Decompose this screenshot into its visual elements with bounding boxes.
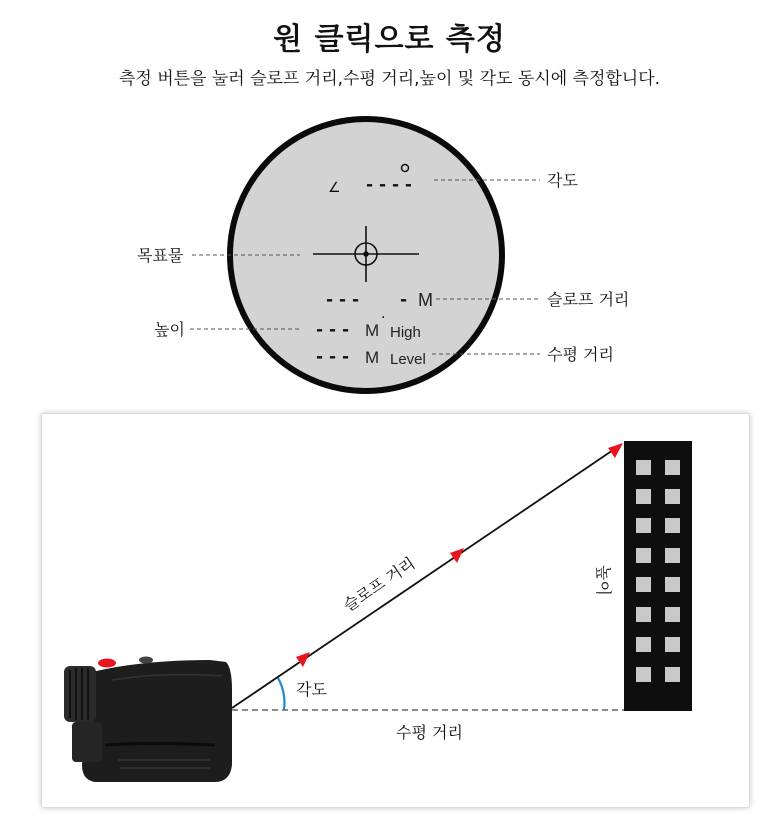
slope-distance-line — [232, 446, 619, 708]
page-title: 원 클릭으로 측정 — [273, 22, 506, 57]
arrow-marker-1 — [296, 652, 310, 667]
height-unit-label: High — [390, 324, 421, 341]
slope-readout: - - - — [326, 290, 360, 310]
target-label: 목표물 — [137, 246, 184, 265]
building — [624, 441, 692, 711]
rangefinder-device — [64, 657, 232, 783]
horizontal-distance-label: 수평 거리 — [547, 345, 614, 364]
height-label: 높이 — [154, 320, 185, 339]
height-unit: M — [365, 321, 380, 340]
angle-arc — [278, 678, 284, 710]
slope-distance-label: 슬로프 거리 — [547, 290, 630, 309]
level-unit: M — [365, 348, 380, 367]
horizontal-distance-diagram-label: 수평 거리 — [396, 723, 463, 742]
angle-readout: - - - - — [366, 175, 412, 195]
gray-button-icon — [139, 657, 153, 664]
level-unit-label: Level — [390, 351, 426, 368]
arrow-marker-2 — [450, 548, 464, 563]
angle-label: 각도 — [547, 171, 578, 190]
slope-distance-diagram-label: 슬로프 거리 — [339, 553, 419, 616]
height-readout: - - - — [316, 320, 350, 340]
red-button-icon — [98, 659, 116, 668]
arrow-marker-3 — [608, 443, 623, 458]
height-diagram-label: 높이 — [594, 565, 613, 596]
slope-unit: M — [418, 290, 433, 310]
angle-diagram-label: 각도 — [296, 680, 327, 699]
angle-symbol: ∠ — [328, 180, 341, 196]
slope-readout-tail: - — [400, 290, 408, 310]
level-readout: - - - — [316, 347, 350, 367]
page-subtitle: 측정 버튼을 눌러 슬로프 거리,수평 거리,높이 및 각도 동시에 측정합니다. — [118, 69, 661, 89]
slope-readout-dot: . — [381, 306, 386, 322]
